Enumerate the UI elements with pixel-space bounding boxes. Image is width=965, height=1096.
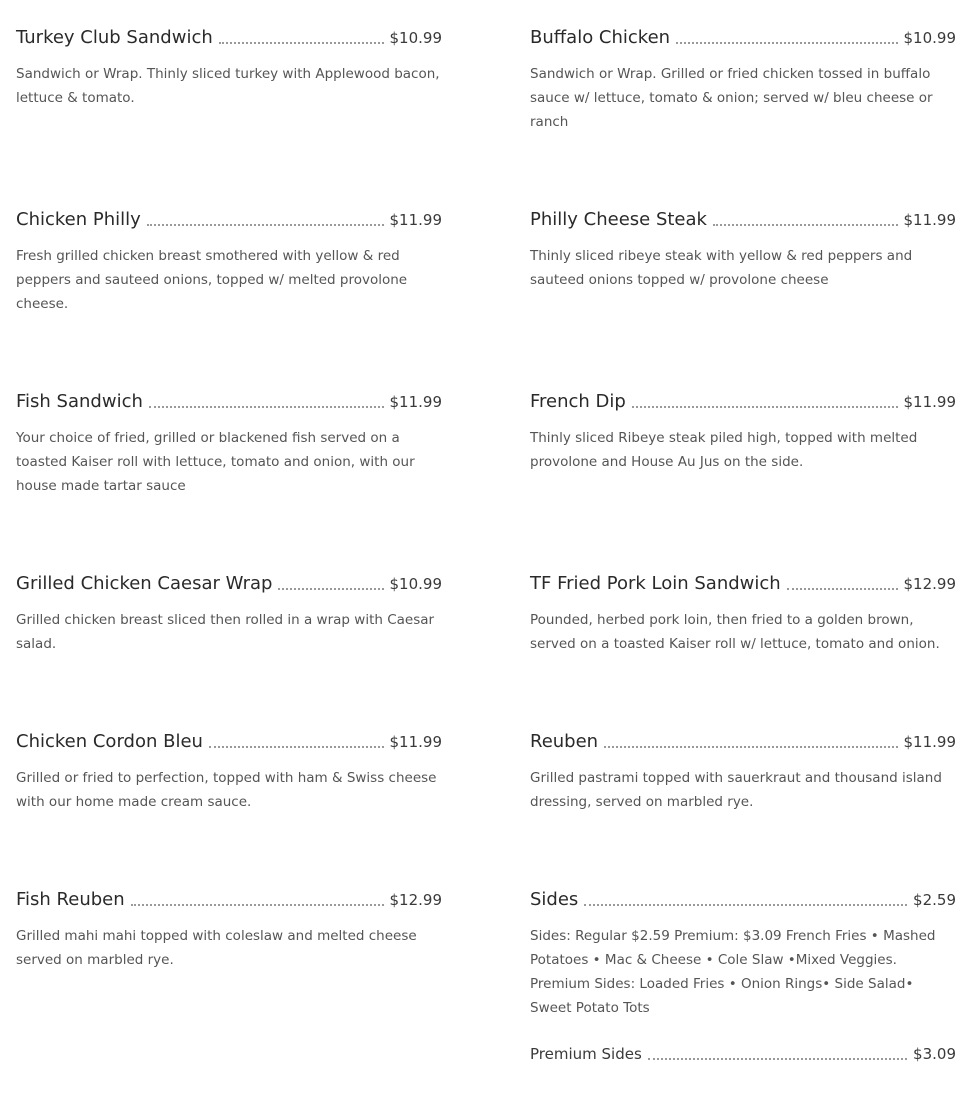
item-description: Pounded, herbed pork loin, then fried to a golden brown, served on a toasted Kaiser roll w/ lettuce, tomato and onion. — [530, 612, 940, 652]
item-price: $10.99 — [389, 575, 442, 593]
menu-item-grilled-chicken-caesar-wrap — [16, 566, 442, 656]
item-name: Sides — [530, 889, 579, 910]
menu-item-philly-cheese-steak — [530, 202, 956, 292]
item-description: Sandwich or Wrap. Grilled or fried chicken tossed in buffalo sauce w/ lettuce, tomato & onion; served w/ bleu cheese or ranch — [530, 66, 933, 130]
leader-dots — [219, 42, 384, 44]
item-name: French Dip — [530, 391, 626, 412]
item-price: $10.99 — [903, 29, 956, 47]
item-description: Sides: Regular $2.59 Premium: $3.09 French Fries • Mashed Potatoes • Mac & Cheese • Cole Slaw •Mixed Veggies. Premium Sides: Loaded Fries • Onion Rings• Side Salad• Sweet Potato Tots — [530, 928, 936, 1016]
item-price: $11.99 — [389, 733, 442, 751]
item-name: Grilled Chicken Caesar Wrap — [16, 573, 273, 594]
item-description: Grilled or fried to perfection, topped with ham & Swiss cheese with our home made cream sauce. — [16, 770, 437, 810]
menu-item-french-dip — [530, 384, 956, 474]
item-description: Sandwich or Wrap. Thinly sliced turkey with Applewood bacon, lettuce & tomato. — [16, 66, 440, 106]
menu-item-fish-sandwich — [16, 384, 442, 498]
item-name: Philly Cheese Steak — [530, 209, 707, 230]
item-description: Thinly sliced ribeye steak with yellow & red peppers and sauteed onions topped w/ provolone cheese — [530, 248, 913, 288]
leader-dots — [648, 1058, 907, 1060]
item-price: $12.99 — [389, 891, 442, 909]
item-price: $10.99 — [389, 29, 442, 47]
leader-dots — [713, 224, 898, 226]
menu-item-reuben — [530, 724, 956, 814]
item-description: Thinly sliced Ribeye steak piled high, topped with melted provolone and House Au Jus on the side. — [530, 430, 918, 470]
leader-dots — [209, 746, 384, 748]
item-name: Fish Reuben — [16, 889, 125, 910]
menu-item-tf-fried-pork-loin-sandwich — [530, 566, 956, 656]
item-description: Fresh grilled chicken breast smothered with yellow & red peppers and sauteed onions, topped w/ melted provolone cheese. — [16, 248, 408, 312]
leader-dots — [147, 224, 384, 226]
item-description: Grilled mahi mahi topped with coleslaw and melted cheese served on marbled rye. — [16, 928, 417, 968]
item-name: Buffalo Chicken — [530, 27, 671, 48]
leader-dots — [787, 588, 898, 590]
item-name: Reuben — [530, 731, 599, 752]
menu-item-chicken-philly — [16, 202, 442, 316]
item-description: Your choice of fried, grilled or blackened fish served on a toasted Kaiser roll with lettuce, tomato and onion, with our house made tartar sauce — [16, 430, 415, 494]
menu-item-buffalo-chicken — [530, 20, 956, 134]
item-description: Grilled pastrami topped with sauerkraut and thousand island dressing, served on marbled rye. — [530, 770, 942, 810]
option-name: Premium Sides — [530, 1045, 642, 1063]
item-price: $11.99 — [903, 733, 956, 751]
menu-item-chicken-cordon-bleu — [16, 724, 442, 814]
option-price: $3.09 — [913, 1045, 956, 1063]
item-name: Fish Sandwich — [16, 391, 143, 412]
item-name: Chicken Philly — [16, 209, 141, 230]
menu-option-premium-sides — [530, 1036, 956, 1066]
item-name: TF Fried Pork Loin Sandwich — [530, 573, 781, 594]
leader-dots — [278, 588, 383, 590]
leader-dots — [604, 746, 897, 748]
item-price: $12.99 — [903, 575, 956, 593]
item-price: $11.99 — [903, 393, 956, 411]
item-price: $11.99 — [389, 211, 442, 229]
menu-item-sides — [530, 882, 956, 1020]
item-name: Chicken Cordon Bleu — [16, 731, 203, 752]
leader-dots — [584, 904, 907, 906]
leader-dots — [131, 904, 384, 906]
item-name: Turkey Club Sandwich — [16, 27, 213, 48]
menu-item-turkey-club-sandwich — [16, 20, 442, 110]
leader-dots — [632, 406, 898, 408]
leader-dots — [676, 42, 897, 44]
item-price: $11.99 — [903, 211, 956, 229]
item-description: Grilled chicken breast sliced then rolled in a wrap with Caesar salad. — [16, 612, 435, 652]
item-price: $2.59 — [913, 891, 956, 909]
menu-item-fish-reuben — [16, 882, 442, 972]
leader-dots — [149, 406, 384, 408]
item-price: $11.99 — [389, 393, 442, 411]
